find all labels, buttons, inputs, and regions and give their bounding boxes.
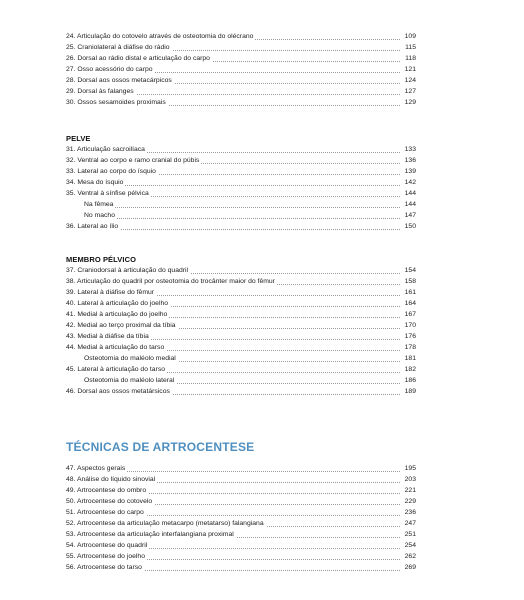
toc-entry <box>66 221 416 232</box>
toc-entry-page: 109 <box>400 31 416 42</box>
dot-leader <box>66 207 400 208</box>
toc-entry <box>66 287 416 298</box>
toc-entry <box>66 518 416 529</box>
toc-entry-label: 31. Articulação sacroilíaca <box>66 146 145 153</box>
toc-entry-page: 195 <box>400 463 416 474</box>
toc-entry-page: 247 <box>400 518 416 529</box>
toc-entry-page: 221 <box>400 485 416 496</box>
toc-entry <box>66 188 416 199</box>
toc-entry <box>66 265 416 276</box>
toc-entry-page: 127 <box>400 86 416 97</box>
toc-entry <box>66 199 416 210</box>
toc-entry-label: 37. Craniodorsal à articulação do quadril <box>66 267 189 274</box>
toc-block-forelimb <box>66 31 416 108</box>
toc-entry-page: 142 <box>400 177 416 188</box>
toc-entry-page: 133 <box>400 144 416 155</box>
toc-entry-label: 30. Ossos sesamoides proximais <box>66 99 166 106</box>
toc-entry-page: 170 <box>400 320 416 331</box>
toc-entry-label: 29. Dorsal às falanges <box>66 88 134 95</box>
toc-entry-page: 178 <box>400 342 416 353</box>
toc-entry-label: 43. Medial à diáfise da tíbia <box>66 333 149 340</box>
toc-entry <box>66 386 416 397</box>
toc-entry-label: 51. Artrocentese do carpo <box>66 509 144 516</box>
toc-entry-page: 254 <box>400 540 416 551</box>
toc-block-membro-pelvico <box>66 265 416 397</box>
toc-entry <box>66 155 416 166</box>
toc-entry-page: 144 <box>400 188 416 199</box>
toc-entry-page: 236 <box>400 507 416 518</box>
toc-entry <box>66 540 416 551</box>
toc-entry <box>66 562 416 573</box>
toc-entry-page: 186 <box>400 375 416 386</box>
toc-entry-page: 262 <box>400 551 416 562</box>
toc-entry-page: 115 <box>400 42 416 53</box>
toc-entry-label: 46. Dorsal aos ossos metatársicos <box>66 388 170 395</box>
toc-entry-label: 44. Medial à articulação do tarso <box>66 344 165 351</box>
toc-entry-page: 181 <box>400 353 416 364</box>
toc-entry <box>66 276 416 287</box>
toc-entry-label: 55. Artrocentese do joelho <box>66 553 145 560</box>
toc-entry-label: 40. Lateral à articulação do joelho <box>66 300 169 307</box>
toc-entry-page: 176 <box>400 331 416 342</box>
toc-entry-page: 154 <box>400 265 416 276</box>
section-title-membro-pelvico: MEMBRO PÉLVICO <box>66 255 137 264</box>
toc-block-pelve <box>66 144 416 232</box>
toc-entry-label: 39. Lateral à diáfise do fêmur <box>66 289 155 296</box>
toc-entry-page: 164 <box>400 298 416 309</box>
toc-entry-page: 150 <box>400 221 416 232</box>
toc-entry <box>66 342 416 353</box>
toc-entry-page: 251 <box>400 529 416 540</box>
toc-entry-label: 35. Ventral à sínfise pélvica <box>66 190 149 197</box>
toc-entry-label: 28. Dorsal aos ossos metacárpicos <box>66 77 172 84</box>
toc-entry <box>66 53 416 64</box>
toc-entry <box>66 496 416 507</box>
toc-entry <box>66 75 416 86</box>
toc-entry <box>66 485 416 496</box>
toc-entry-label: 26. Dorsal ao rádio distal e articulação do carpo <box>66 55 210 62</box>
toc-entry-page: 118 <box>400 53 416 64</box>
toc-entry-label: 45. Lateral à articulação do tarso <box>66 366 165 373</box>
toc-entry <box>66 364 416 375</box>
toc-entry-label: 52. Artrocentese da articulação metacarpo (metatarso) falangiana <box>66 520 264 527</box>
toc-block-artrocentese <box>66 463 416 573</box>
toc-entry-label: 25. Craniolateral à diáfise do rádio <box>66 44 170 51</box>
toc-entry <box>66 353 416 364</box>
toc-entry <box>66 31 416 42</box>
toc-entry-label: 24. Articulação do cotovelo através de osteotomia do olécrano <box>66 33 254 40</box>
toc-entry-label: 53. Artrocentese da articulação interfalangiana proximal <box>66 531 234 538</box>
toc-entry-page: 203 <box>400 474 416 485</box>
toc-entry <box>66 320 416 331</box>
toc-entry-label: 50. Artrocentese do cotovelo <box>66 498 153 505</box>
toc-entry-page: 139 <box>400 166 416 177</box>
toc-entry <box>66 309 416 320</box>
toc-entry-page: 158 <box>400 276 416 287</box>
toc-entry-label: Osteotomia do maléolo medial <box>66 355 178 362</box>
toc-entry <box>66 64 416 75</box>
toc-entry-label: 47. Aspectos gerais <box>66 465 126 472</box>
toc-entry-label: 32. Ventral ao corpo e ramo cranial do púbis <box>66 157 200 164</box>
toc-entry-page: 144 <box>400 199 416 210</box>
toc-entry <box>66 375 416 386</box>
toc-entry-page: 167 <box>400 309 416 320</box>
toc-entry-label: 36. Lateral ao ílio <box>66 223 119 230</box>
toc-entry-label: 56. Artrocentese do tarso <box>66 564 142 571</box>
toc-entry-label: 41. Medial à articulação do joelho <box>66 311 168 318</box>
toc-entry-label: 42. Medial ao terço proximal da tíbia <box>66 322 176 329</box>
toc-entry-page: 136 <box>400 155 416 166</box>
toc-entry-page: 121 <box>400 64 416 75</box>
toc-entry <box>66 529 416 540</box>
toc-entry-page: 124 <box>400 75 416 86</box>
toc-entry <box>66 298 416 309</box>
toc-entry <box>66 177 416 188</box>
toc-entry <box>66 551 416 562</box>
toc-entry <box>66 463 416 474</box>
toc-entry <box>66 166 416 177</box>
toc-entry-label: 27. Osso acessório do carpo <box>66 66 153 73</box>
toc-entry <box>66 331 416 342</box>
toc-entry-page: 189 <box>400 386 416 397</box>
toc-entry-page: 182 <box>400 364 416 375</box>
toc-entry-label: 34. Mesa do ísquio <box>66 179 124 186</box>
toc-entry <box>66 474 416 485</box>
toc-entry <box>66 507 416 518</box>
chapter-title-artrocentese: TÉCNICAS DE ARTROCENTESE <box>66 440 255 454</box>
toc-entry-label: Osteotomia do maléolo lateral <box>66 377 176 384</box>
toc-entry-label: 49. Artrocentese do ombro <box>66 487 147 494</box>
toc-entry-page: 161 <box>400 287 416 298</box>
toc-entry-page: 147 <box>400 210 416 221</box>
toc-entry <box>66 97 416 108</box>
toc-entry-label: 33. Lateral ao corpo do ísquio <box>66 168 156 175</box>
toc-entry <box>66 210 416 221</box>
toc-entry-label: 38. Articulação do quadril por osteotomia do trocânter maior do fêmur <box>66 278 275 285</box>
toc-entry-page: 129 <box>400 97 416 108</box>
toc-entry <box>66 86 416 97</box>
toc-entry-label: 48. Análise do líquido sinovial <box>66 476 156 483</box>
toc-entry-page: 269 <box>400 562 416 573</box>
toc-entry <box>66 42 416 53</box>
toc-entry-label: No macho <box>66 212 117 219</box>
section-title-pelve: PELVE <box>66 134 91 143</box>
toc-entry <box>66 144 416 155</box>
toc-entry-label: 54. Artrocentese do quadril <box>66 542 148 549</box>
toc-entry-page: 229 <box>400 496 416 507</box>
toc-entry-label: Na fêmea <box>66 201 115 208</box>
